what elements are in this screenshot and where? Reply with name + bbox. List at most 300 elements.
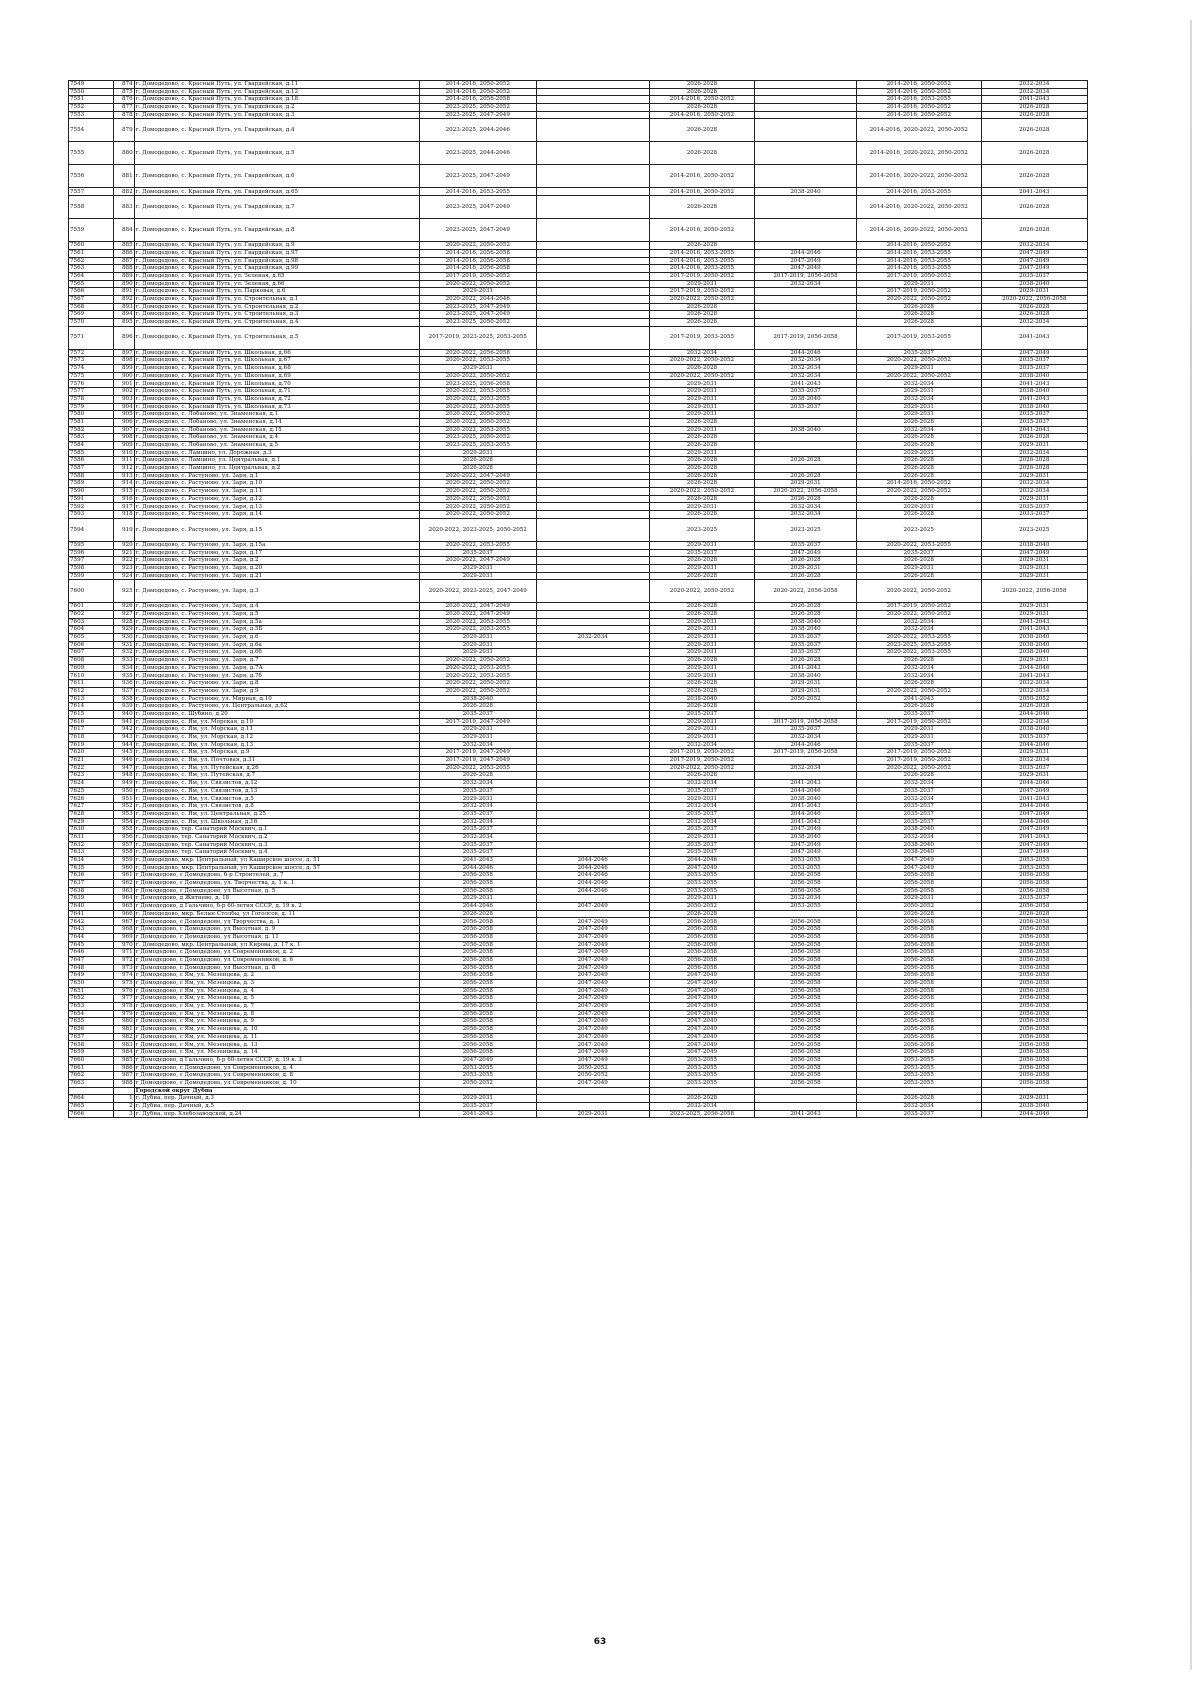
period-cell: 2020-2022, 2050-2052: [419, 242, 536, 250]
period-cell: 2029-2031: [419, 1095, 536, 1103]
table-row: [69, 395, 1088, 403]
period-cell: 2038-2040: [755, 626, 857, 634]
period-cell: [536, 326, 649, 349]
item-number-cell: 984: [114, 1049, 134, 1057]
address-cell: г. Домодедово, с. Растуново, ул. Заря, д.21: [134, 572, 419, 580]
period-cell: 2032-2034: [649, 1102, 754, 1110]
address-cell: г. Домодедово, с. Растуново, ул. Заря, д.5а: [134, 618, 419, 626]
period-cell: 2047-2049: [536, 956, 649, 964]
period-cell: [856, 1087, 981, 1095]
address-cell: г. Домодедово, с. Ламцино, ул. Центральная, д.2: [134, 465, 419, 473]
period-cell: 2056-2058: [419, 964, 536, 972]
table-row: [69, 772, 1088, 780]
item-number-cell: 890: [114, 280, 134, 288]
period-cell: 2020-2022, 2047-2049: [419, 557, 536, 565]
address-cell: г. Домодедово, с. Растуново, ул. Заря, д.11: [134, 488, 419, 496]
address-cell: г. Домодедово, мкр. Центральный, ул Каширское шоссе, д. 51: [134, 856, 419, 864]
period-cell: 2026-2028: [649, 680, 754, 688]
period-cell: 2032-2034: [981, 480, 1088, 488]
period-cell: 2038-2040: [856, 849, 981, 857]
table-row: [69, 488, 1088, 496]
period-cell: 2056-2058: [856, 1003, 981, 1011]
period-cell: [536, 580, 649, 603]
address-cell: г. Домодедово, с. Красный Путь, ул. Гвардейская, д.4: [134, 119, 419, 142]
period-cell: 2056-2058: [981, 1049, 1088, 1057]
period-cell: 2047-2049: [536, 995, 649, 1003]
period-cell: 2044-2046: [981, 664, 1088, 672]
period-cell: 2047-2049: [755, 549, 857, 557]
address-cell: г Домодедово, с Домодедово, ул Современников, д. 2: [134, 949, 419, 957]
item-number-cell: 3: [114, 1110, 134, 1118]
period-cell: 2056-2058: [981, 918, 1088, 926]
period-cell: 2035-2037: [856, 787, 981, 795]
period-cell: 2026-2028: [649, 687, 754, 695]
period-cell: 2056-2058: [755, 987, 857, 995]
period-cell: 2056-2058: [419, 1018, 536, 1026]
period-cell: [755, 288, 857, 296]
period-cell: 2053-2055: [649, 1072, 754, 1080]
register-table-body: [69, 81, 1088, 1118]
period-cell: 2056-2058: [419, 987, 536, 995]
reg-number-cell: 7654: [69, 1010, 114, 1018]
item-number-cell: 972: [114, 956, 134, 964]
period-cell: 2029-2031: [649, 403, 754, 411]
period-cell: 2035-2037: [755, 641, 857, 649]
period-cell: 2029-2031: [856, 280, 981, 288]
period-cell: [536, 111, 649, 119]
address-cell: г. Домодедово, мкр. Центральный, ул Кирова, д. 17 к. 1: [134, 941, 419, 949]
period-cell: 2047-2049: [536, 941, 649, 949]
period-cell: 2035-2037: [856, 1110, 981, 1118]
item-number-cell: 965: [114, 903, 134, 911]
reg-number-cell: 7606: [69, 641, 114, 649]
period-cell: 2023-2025, 2044-2046: [419, 142, 536, 165]
period-cell: 2035-2037: [755, 541, 857, 549]
reg-number-cell: 7636: [69, 872, 114, 880]
reg-number-cell: 7615: [69, 710, 114, 718]
period-cell: 2014-2016, 2053-2055: [419, 188, 536, 196]
table-row: [69, 511, 1088, 519]
period-cell: 2047-2049: [981, 349, 1088, 357]
period-cell: 2026-2028: [981, 142, 1088, 165]
period-cell: [536, 557, 649, 565]
period-cell: 2056-2058: [856, 933, 981, 941]
period-cell: 2014-2016, 2050-2052: [856, 88, 981, 96]
reg-number-cell: 7590: [69, 488, 114, 496]
period-cell: 2035-2037: [649, 849, 754, 857]
period-cell: [536, 718, 649, 726]
period-cell: 2047-2049: [755, 826, 857, 834]
period-cell: 2032-2034: [981, 449, 1088, 457]
item-number-cell: 938: [114, 695, 134, 703]
period-cell: 2053-2055: [649, 872, 754, 880]
item-number-cell: 969: [114, 933, 134, 941]
reg-number-cell: 7554: [69, 119, 114, 142]
address-cell: г. Домодедово, с. Красный Путь, ул. Школьная, д.69: [134, 372, 419, 380]
reg-number-cell: 7635: [69, 864, 114, 872]
period-cell: 2014-2016, 2053-2055: [649, 265, 754, 273]
item-number-cell: 889: [114, 272, 134, 280]
period-cell: 2056-2058: [981, 926, 1088, 934]
table-row: [69, 188, 1088, 196]
reg-number-cell: 7566: [69, 288, 114, 296]
period-cell: [755, 434, 857, 442]
period-cell: 2044-2046: [981, 741, 1088, 749]
item-number-cell: 985: [114, 1056, 134, 1064]
period-cell: [536, 495, 649, 503]
period-cell: 2047-2049: [536, 964, 649, 972]
period-cell: 2047-2049: [755, 841, 857, 849]
reg-number-cell: 7594: [69, 518, 114, 541]
period-cell: 2035-2037: [419, 1102, 536, 1110]
period-cell: 2038-2040: [856, 826, 981, 834]
period-cell: 2023-2025, 2053-2055: [419, 441, 536, 449]
period-cell: 2017-2019, 2047-2049: [419, 718, 536, 726]
period-cell: 2026-2028: [755, 472, 857, 480]
period-cell: [536, 96, 649, 104]
reg-number-cell: 7645: [69, 941, 114, 949]
reg-number-cell: 7563: [69, 265, 114, 273]
table-row: [69, 649, 1088, 657]
reg-number-cell: 7622: [69, 764, 114, 772]
period-cell: 2032-2034: [419, 818, 536, 826]
item-number-cell: 928: [114, 618, 134, 626]
period-cell: 2047-2049: [649, 979, 754, 987]
period-cell: 2029-2031: [981, 288, 1088, 296]
table-row: [69, 295, 1088, 303]
period-cell: 2056-2058: [649, 964, 754, 972]
period-cell: 2056-2058: [981, 1010, 1088, 1018]
period-cell: 2035-2037: [856, 741, 981, 749]
reg-number-cell: 7596: [69, 549, 114, 557]
period-cell: 2035-2037: [981, 503, 1088, 511]
period-cell: 2056-2058: [419, 1033, 536, 1041]
period-cell: 2029-2031: [856, 411, 981, 419]
table-row: [69, 572, 1088, 580]
period-cell: 2029-2031: [981, 772, 1088, 780]
reg-number-cell: 7618: [69, 733, 114, 741]
reg-number-cell: 7562: [69, 257, 114, 265]
address-cell: г Домодедово, с Домодедово, ул Современников, д. 10: [134, 1079, 419, 1087]
period-cell: 2026-2028: [981, 465, 1088, 473]
period-cell: 2056-2058: [419, 933, 536, 941]
period-cell: 2026-2028: [649, 703, 754, 711]
period-cell: 2056-2058: [755, 1049, 857, 1057]
period-cell: 2047-2049: [536, 933, 649, 941]
period-cell: 2026-2028: [755, 657, 857, 665]
period-cell: 2047-2049: [755, 849, 857, 857]
item-number-cell: 906: [114, 418, 134, 426]
period-cell: [536, 418, 649, 426]
item-number-cell: 921: [114, 549, 134, 557]
period-cell: 2023-2025, 2047-2049: [419, 219, 536, 242]
period-cell: 2047-2049: [981, 257, 1088, 265]
period-cell: 2056-2058: [755, 1010, 857, 1018]
period-cell: [536, 388, 649, 396]
period-cell: [536, 88, 649, 96]
period-cell: 2035-2037: [419, 841, 536, 849]
item-number-cell: 918: [114, 511, 134, 519]
address-cell: г. Домодедово, с. Красный Путь, ул. Школьная, д.68: [134, 365, 419, 373]
period-cell: 2029-2031: [649, 380, 754, 388]
period-cell: [536, 288, 649, 296]
period-cell: 2047-2049: [649, 1003, 754, 1011]
period-cell: 2026-2028: [649, 610, 754, 618]
address-cell: г. Домодедово, с. Растуново, ул. Заря, д.6б: [134, 649, 419, 657]
period-cell: 2056-2058: [755, 956, 857, 964]
period-cell: [755, 88, 857, 96]
item-number-cell: 927: [114, 610, 134, 618]
reg-number-cell: 7643: [69, 926, 114, 934]
period-cell: 2041-2043: [981, 618, 1088, 626]
period-cell: 2056-2058: [981, 941, 1088, 949]
period-cell: [536, 518, 649, 541]
period-cell: [755, 303, 857, 311]
period-cell: 2014-2016, 2050-2052: [856, 480, 981, 488]
period-cell: 2026-2028: [981, 457, 1088, 465]
period-cell: 2014-2016, 2053-2055: [649, 257, 754, 265]
table-row: [69, 326, 1088, 349]
period-cell: 2050-2052: [981, 695, 1088, 703]
period-cell: [536, 780, 649, 788]
period-cell: 2056-2058: [419, 941, 536, 949]
item-number-cell: 942: [114, 726, 134, 734]
period-cell: 2017-2019, 2050-2052: [856, 603, 981, 611]
period-cell: 2020-2022, 2047-2049: [419, 472, 536, 480]
period-cell: 2014-2016, 2053-2055: [856, 188, 981, 196]
address-cell: г. Дубна, пер. Дачный, д.5: [134, 1102, 419, 1110]
item-number-cell: 973: [114, 964, 134, 972]
table-row: [69, 795, 1088, 803]
period-cell: 2047-2049: [649, 987, 754, 995]
item-number-cell: 914: [114, 480, 134, 488]
address-cell: г. Домодедово, с. Красный Путь, ул. Парковая, д.6: [134, 288, 419, 296]
address-cell: г. Домодедово, с. Лобаново, ул. Знаменская, д.4: [134, 434, 419, 442]
period-cell: 2056-2058: [755, 933, 857, 941]
period-cell: 2026-2028: [755, 572, 857, 580]
period-cell: 2047-2049: [536, 1026, 649, 1034]
period-cell: 2017-2019, 2050-2052: [649, 272, 754, 280]
period-cell: 2056-2058: [856, 872, 981, 880]
period-cell: 2023-2025, 2056-2058: [649, 1110, 754, 1118]
item-number-cell: 970: [114, 941, 134, 949]
period-cell: 2056-2058: [755, 926, 857, 934]
period-cell: [536, 257, 649, 265]
reg-number-cell: 7581: [69, 418, 114, 426]
period-cell: 2044-2046: [755, 810, 857, 818]
reg-number-cell: 7627: [69, 803, 114, 811]
reg-number-cell: 7629: [69, 818, 114, 826]
period-cell: [536, 104, 649, 112]
period-cell: 2047-2049: [536, 1033, 649, 1041]
period-cell: 2056-2058: [419, 979, 536, 987]
address-cell: г. Домодедово, мкр. Центральный, ул Каширское шоссе, д. 57: [134, 864, 419, 872]
reg-number-cell: 7592: [69, 503, 114, 511]
period-cell: 2053-2055: [981, 864, 1088, 872]
period-cell: 2044-2046: [755, 249, 857, 257]
period-cell: 2029-2031: [649, 564, 754, 572]
period-cell: 2032-2034: [856, 426, 981, 434]
period-cell: [755, 772, 857, 780]
period-cell: 2014-2016, 2050-2052: [419, 88, 536, 96]
address-cell: г. Домодедово, с. Красный Путь, ул. Гвардейская, д.97: [134, 249, 419, 257]
reg-number-cell: 7570: [69, 319, 114, 327]
period-cell: 2032-2034: [649, 741, 754, 749]
period-cell: 2056-2058: [649, 941, 754, 949]
period-cell: 2029-2031: [981, 495, 1088, 503]
address-cell: г Домодедово, с Домодедово, ул. Творчества, д. 1 к. 1: [134, 880, 419, 888]
reg-number-cell: 7625: [69, 787, 114, 795]
period-cell: 2026-2028: [856, 472, 981, 480]
period-cell: 2056-2058: [981, 949, 1088, 957]
period-cell: 2029-2031: [419, 895, 536, 903]
table-row: [69, 1056, 1088, 1064]
period-cell: 2053-2055: [649, 880, 754, 888]
period-cell: 2041-2043: [755, 380, 857, 388]
period-cell: 2026-2028: [755, 495, 857, 503]
table-row: [69, 995, 1088, 1003]
period-cell: 2041-2043: [981, 395, 1088, 403]
table-row: [69, 311, 1088, 319]
period-cell: 2023-2025, 2050-2052: [419, 434, 536, 442]
table-row: [69, 249, 1088, 257]
reg-number-cell: 7580: [69, 411, 114, 419]
address-cell: г. Домодедово, с. Красный Путь, ул. Гвардейская, д.7: [134, 196, 419, 219]
period-cell: 2026-2028: [856, 680, 981, 688]
scan-edge: [1190, 20, 1192, 1670]
item-number-cell: 895: [114, 319, 134, 327]
period-cell: [536, 219, 649, 242]
item-number-cell: 968: [114, 926, 134, 934]
period-cell: 2032-2034: [856, 1102, 981, 1110]
item-number-cell: 2: [114, 1102, 134, 1110]
period-cell: 2020-2022, 2050-2052: [649, 357, 754, 365]
period-cell: 2026-2028: [419, 772, 536, 780]
table-row: [69, 849, 1088, 857]
period-cell: [536, 757, 649, 765]
period-cell: 2044-2046: [981, 818, 1088, 826]
period-cell: 2056-2058: [981, 964, 1088, 972]
period-cell: [536, 1102, 649, 1110]
period-cell: 2026-2028: [419, 910, 536, 918]
period-cell: [536, 488, 649, 496]
item-number-cell: 875: [114, 88, 134, 96]
address-cell: г. Домодедово, с. Ям, ул. Морская, д.11: [134, 726, 419, 734]
period-cell: 2032-2034: [419, 803, 536, 811]
item-number-cell: 898: [114, 357, 134, 365]
period-cell: 2026-2028: [981, 910, 1088, 918]
table-row: [69, 903, 1088, 911]
period-cell: 2035-2037: [755, 649, 857, 657]
period-cell: 2020-2022, 2050-2052: [649, 295, 754, 303]
table-row: [69, 979, 1088, 987]
period-cell: [536, 910, 649, 918]
period-cell: 2032-2034: [755, 280, 857, 288]
period-cell: 2020-2022, 2050-2052: [649, 764, 754, 772]
period-cell: 2014-2016, 2050-2052: [856, 111, 981, 119]
period-cell: 2014-2016, 2050-2052: [419, 81, 536, 89]
item-number-cell: 960: [114, 864, 134, 872]
address-cell: г. Домодедово, с. Ям, ул. Путейская, д.7: [134, 772, 419, 780]
period-cell: 2053-2055: [856, 1056, 981, 1064]
item-number-cell: 900: [114, 372, 134, 380]
period-cell: 2026-2028: [856, 657, 981, 665]
period-cell: 2056-2058: [981, 1064, 1088, 1072]
period-cell: 2014-2016, 2050-2052: [649, 188, 754, 196]
table-row: [69, 119, 1088, 142]
table-row: [69, 757, 1088, 765]
period-cell: 2044-2046: [755, 349, 857, 357]
period-cell: [536, 703, 649, 711]
table-row: [69, 695, 1088, 703]
period-cell: 2026-2028: [649, 196, 754, 219]
reg-number-cell: 7588: [69, 472, 114, 480]
period-cell: [536, 449, 649, 457]
item-number-cell: 937: [114, 687, 134, 695]
table-row: [69, 557, 1088, 565]
period-cell: 2026-2028: [649, 495, 754, 503]
period-cell: 2056-2058: [755, 1018, 857, 1026]
address-cell: г. Домодедово, с. Растуново, ул. Заря, д.15: [134, 518, 419, 541]
item-number-cell: 986: [114, 1064, 134, 1072]
period-cell: 2032-2034: [856, 618, 981, 626]
period-cell: 2020-2022, 2050-2052: [649, 488, 754, 496]
period-cell: 2026-2028: [981, 119, 1088, 142]
period-cell: 2047-2049: [981, 265, 1088, 273]
period-cell: 2038-2040: [981, 388, 1088, 396]
period-cell: [755, 703, 857, 711]
period-cell: 2023-2025, 2056-2058: [419, 380, 536, 388]
table-row: [69, 1049, 1088, 1057]
period-cell: 2026-2028: [856, 572, 981, 580]
period-cell: 2029-2031: [755, 480, 857, 488]
address-cell: г. Домодедово, с. Красный Путь, ул. Строительная, д.3: [134, 311, 419, 319]
period-cell: 2032-2034: [856, 664, 981, 672]
period-cell: 2035-2037: [649, 549, 754, 557]
period-cell: [536, 618, 649, 626]
reg-number-cell: 7620: [69, 749, 114, 757]
period-cell: 2032-2034: [649, 803, 754, 811]
table-row: [69, 718, 1088, 726]
address-cell: г. Домодедово, с. Растуново, ул. Заря, д.12: [134, 495, 419, 503]
period-cell: 2029-2031: [856, 403, 981, 411]
period-cell: 2038-2040: [755, 795, 857, 803]
reg-number-cell: 7624: [69, 780, 114, 788]
period-cell: 2035-2037: [856, 349, 981, 357]
table-row: [69, 1003, 1088, 1011]
period-cell: [536, 610, 649, 618]
item-number-cell: 915: [114, 488, 134, 496]
period-cell: 2035-2037: [419, 549, 536, 557]
item-number-cell: 903: [114, 395, 134, 403]
period-cell: 2017-2019, 2050-2052: [856, 272, 981, 280]
period-cell: 2020-2022, 2053-2055: [419, 403, 536, 411]
period-cell: 2014-2016, 2053-2055: [649, 249, 754, 257]
period-cell: 2026-2028: [649, 142, 754, 165]
period-cell: 2047-2049: [536, 1056, 649, 1064]
period-cell: 2029-2031: [755, 687, 857, 695]
period-cell: 2029-2031: [649, 733, 754, 741]
period-cell: 2044-2046: [649, 856, 754, 864]
table-row: [69, 457, 1088, 465]
period-cell: 2014-2016, 2050-2052: [856, 104, 981, 112]
period-cell: 2020-2022, 2053-2055: [419, 626, 536, 634]
period-cell: [536, 311, 649, 319]
item-number-cell: 886: [114, 249, 134, 257]
address-cell: г. Домодедово, с. Ям, ул. Связистов, д.5: [134, 795, 419, 803]
period-cell: 2023-2025, 2050-2052: [419, 104, 536, 112]
address-cell: г. Домодедово, с. Растуново, ул. Центральная, д.62: [134, 703, 419, 711]
